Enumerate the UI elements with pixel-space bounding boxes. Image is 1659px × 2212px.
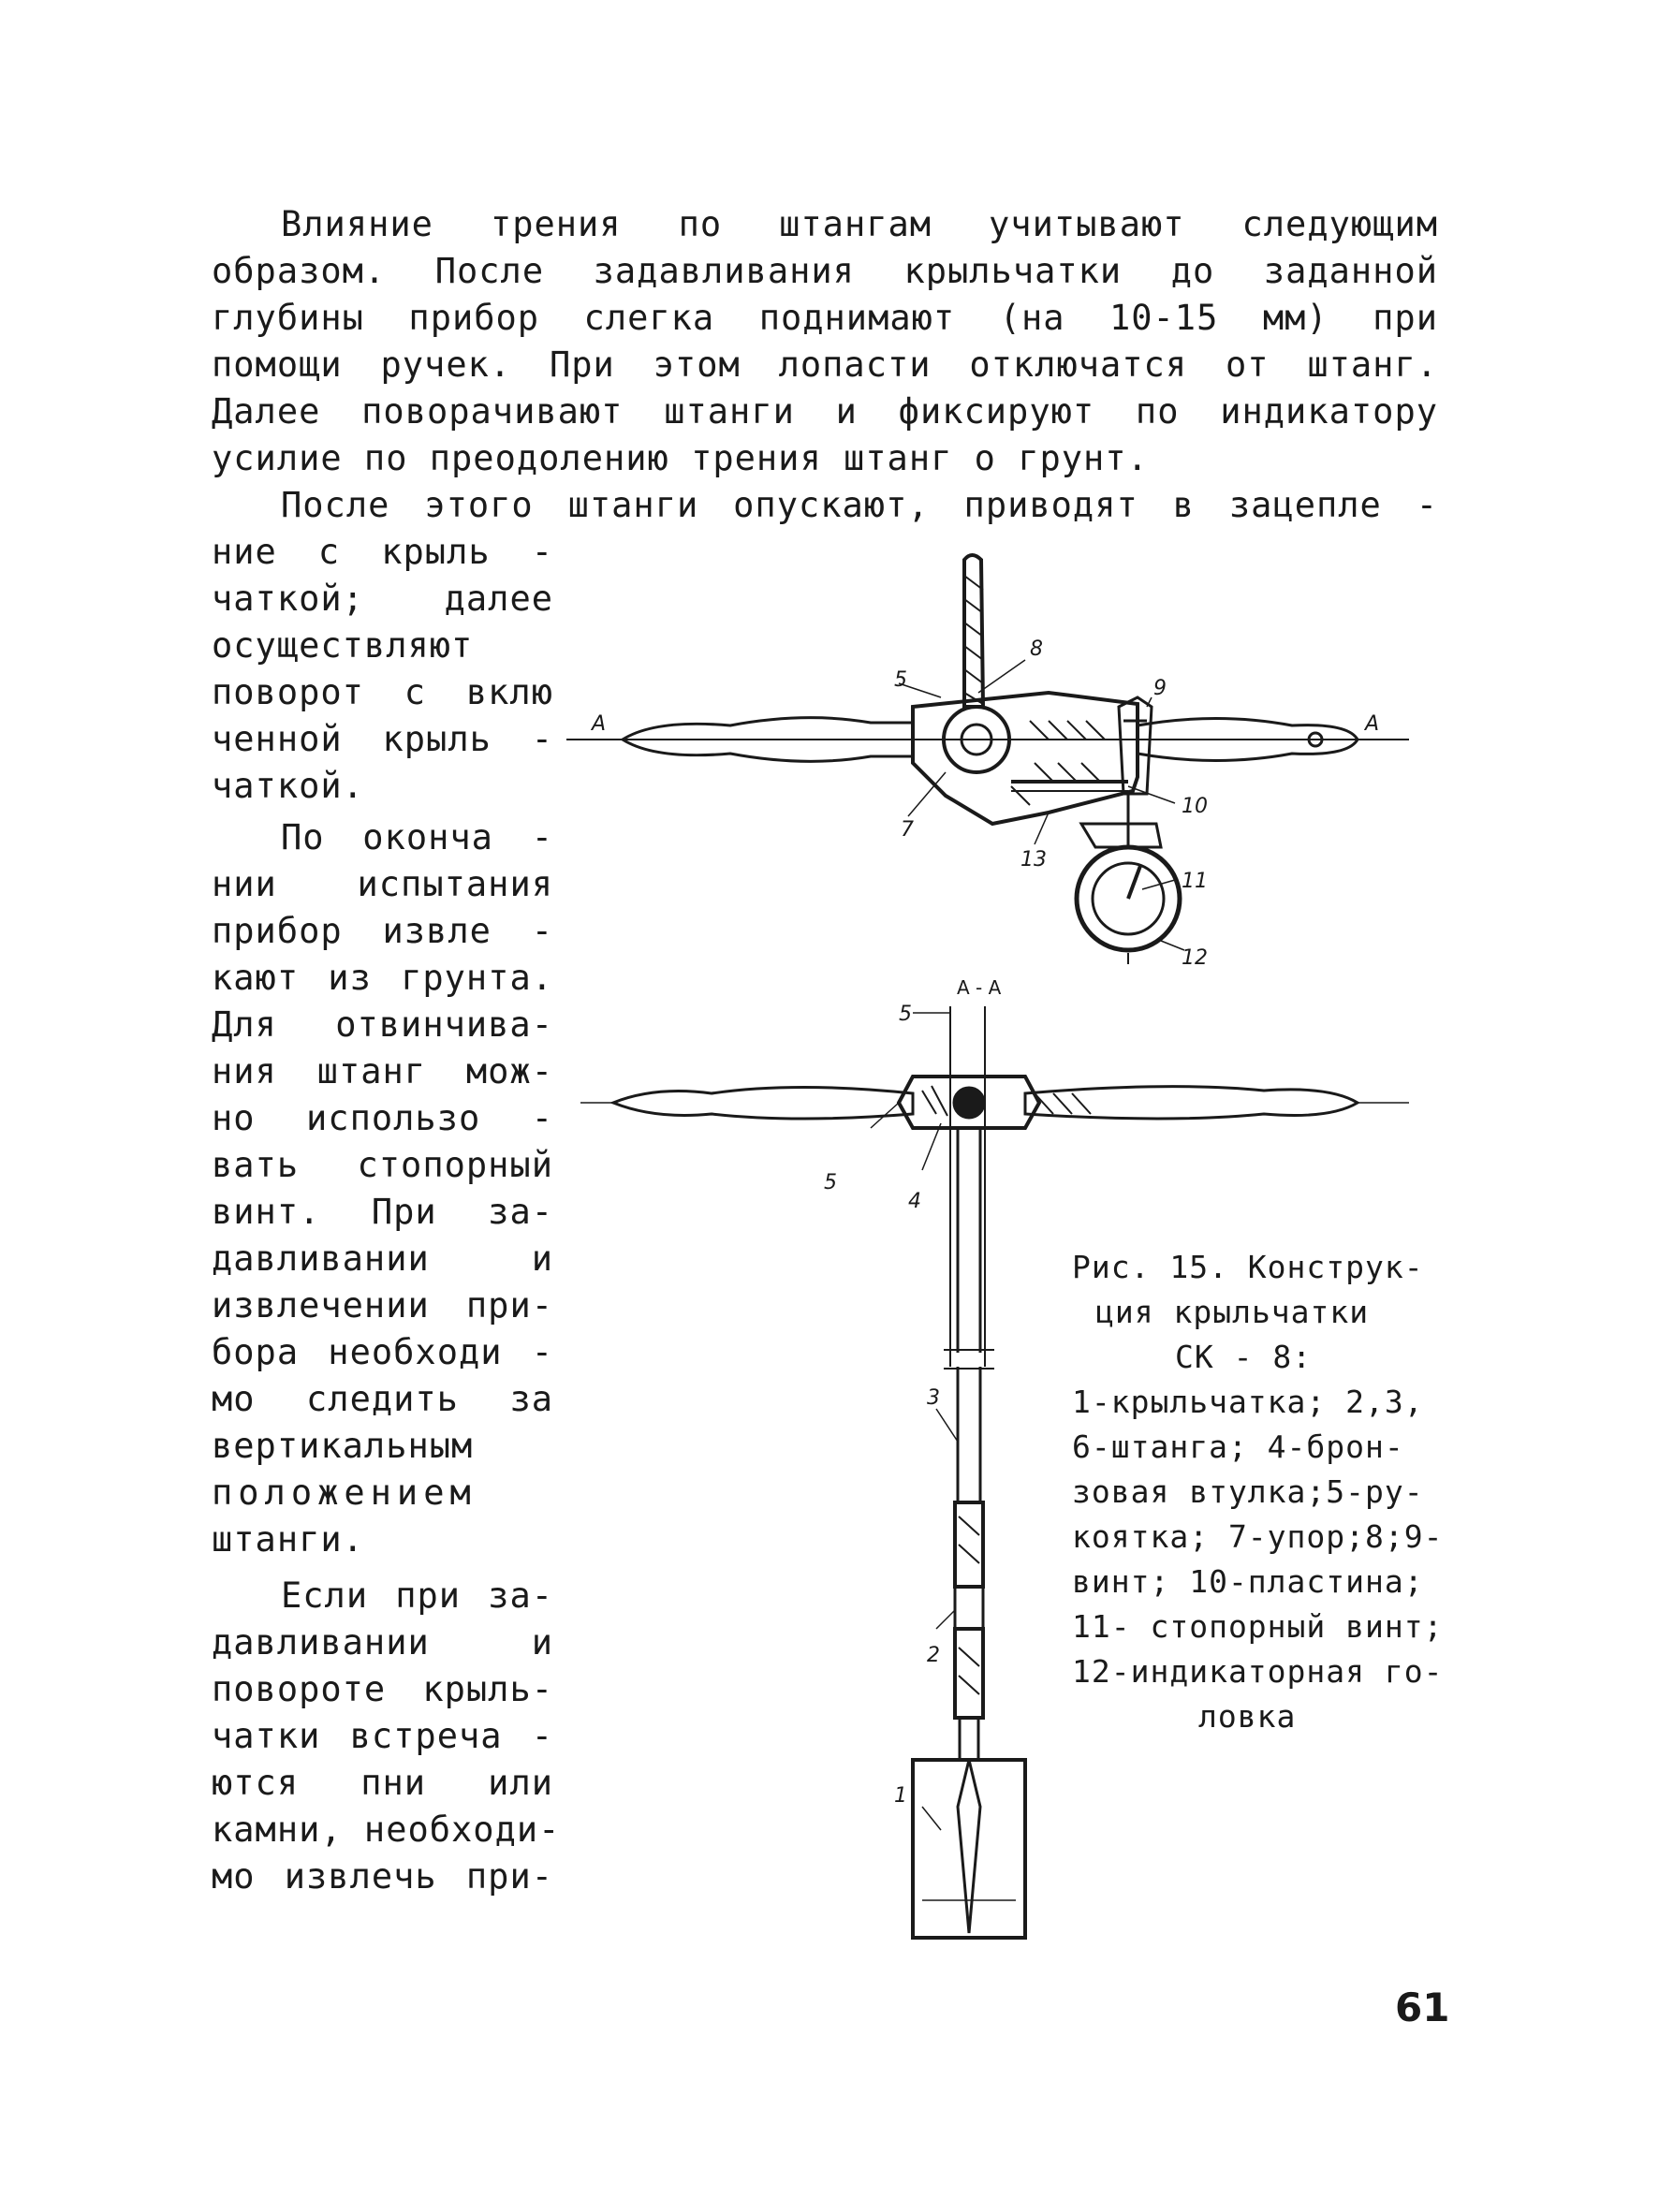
caption-line: ция крыльчатки <box>1095 1294 1370 1330</box>
hub-body <box>913 693 1138 824</box>
part-label: 3 <box>927 1386 940 1410</box>
vane-1 <box>913 1760 1025 1938</box>
text-line: мо следить за <box>212 1379 553 1419</box>
text-line: глубины прибор слегка поднимают (на 10-15 мм) при <box>212 298 1438 338</box>
text-line: После этого штанги опускают, приводят в зацепле - <box>281 485 1438 525</box>
text-line: поворот с вклю <box>212 672 553 712</box>
text-line: Если при за- <box>281 1575 553 1616</box>
part-label: 13 <box>1020 848 1047 872</box>
part-label: 9 <box>1153 677 1167 700</box>
text-line: бора необходи - <box>212 1332 553 1372</box>
part-label: 2 <box>927 1644 940 1667</box>
caption-line: коятка; 7-упор;8;9- <box>1072 1518 1444 1555</box>
text-line: извлечении при- <box>212 1285 553 1326</box>
text-line: повороте крыль- <box>212 1669 553 1709</box>
text-line: образом. После задавливания крыльчатки до заданной <box>212 251 1438 291</box>
caption-line: 6-штанга; 4-брон- <box>1072 1428 1404 1465</box>
text-line: положением <box>212 1472 477 1513</box>
text-line: усилие по преодолению трения штанг о грунт. <box>212 438 1149 478</box>
part-label: 12 <box>1182 946 1208 970</box>
text-line: штанги. <box>212 1519 364 1560</box>
text-line: но использо - <box>212 1098 553 1138</box>
part-label: 11 <box>1182 870 1208 893</box>
text-line: вать стопорный <box>212 1145 553 1185</box>
text-line: ются пни или <box>212 1763 553 1803</box>
text-line: помощи ручек. При этом лопасти отключатся от штанг. <box>212 344 1438 385</box>
part-label: 8 <box>1030 637 1043 661</box>
text-line: Влияние трения по штангам учитывают следующим <box>281 204 1438 244</box>
part-label: 5 <box>824 1171 837 1194</box>
text-line: винт. При за- <box>212 1192 553 1232</box>
caption-line: ловка <box>1198 1698 1297 1735</box>
text-line: По оконча - <box>281 817 553 857</box>
text-line: чаткой. <box>212 766 364 806</box>
text-line: вертикальным <box>212 1426 474 1466</box>
section-label: А - А <box>957 976 1002 999</box>
rod-coupling-lower <box>955 1629 983 1718</box>
text-line: давливании и <box>212 1238 553 1279</box>
text-line: чатки встреча - <box>212 1716 553 1756</box>
text-line: нии испытания <box>212 864 553 904</box>
text-line: давливании и <box>212 1622 553 1663</box>
caption-line: 12-индикаторная го- <box>1072 1653 1444 1690</box>
text-line: ченной крыль - <box>212 719 553 759</box>
text-line: чаткой; далее <box>212 579 553 619</box>
part-label: 10 <box>1182 795 1208 818</box>
part-label: 5 <box>894 668 907 692</box>
page-number: 61 <box>1395 1985 1450 2030</box>
text-line: Для отвинчива- <box>212 1004 553 1045</box>
section-marker-right: А <box>1365 712 1380 736</box>
section-marker-left: А <box>592 712 607 736</box>
part-label: 7 <box>901 818 914 842</box>
caption-line: винт; 10-пластина; <box>1072 1563 1424 1600</box>
section-right-blade <box>1025 1087 1358 1119</box>
text-line: осуществляют <box>212 625 474 666</box>
text-line: мо извлечь при- <box>212 1856 553 1897</box>
caption-line: 11- стопорный винт; <box>1072 1608 1444 1645</box>
caption-line: СК - 8: <box>1175 1339 1313 1375</box>
section-left-blade <box>613 1088 913 1120</box>
text-line: ния штанг мож- <box>212 1051 553 1091</box>
part-label: 5 <box>899 1003 912 1026</box>
text-line: Далее поворачивают штанги и фиксируют по индикатору <box>212 391 1438 432</box>
text-line: кают из грунта. <box>212 958 553 998</box>
text-line: камни, необходи- <box>212 1809 561 1850</box>
caption-line: 1-крыльчатка; 2,3, <box>1072 1384 1424 1420</box>
text-line: ние с крыль - <box>212 532 553 572</box>
part-label: 4 <box>908 1190 921 1213</box>
text-line: прибор извле - <box>212 911 553 951</box>
caption-line: зовая втулка;5-ру- <box>1072 1473 1424 1510</box>
part-label: 1 <box>894 1784 907 1808</box>
caption-line: Рис. 15. Конструк- <box>1072 1249 1424 1285</box>
